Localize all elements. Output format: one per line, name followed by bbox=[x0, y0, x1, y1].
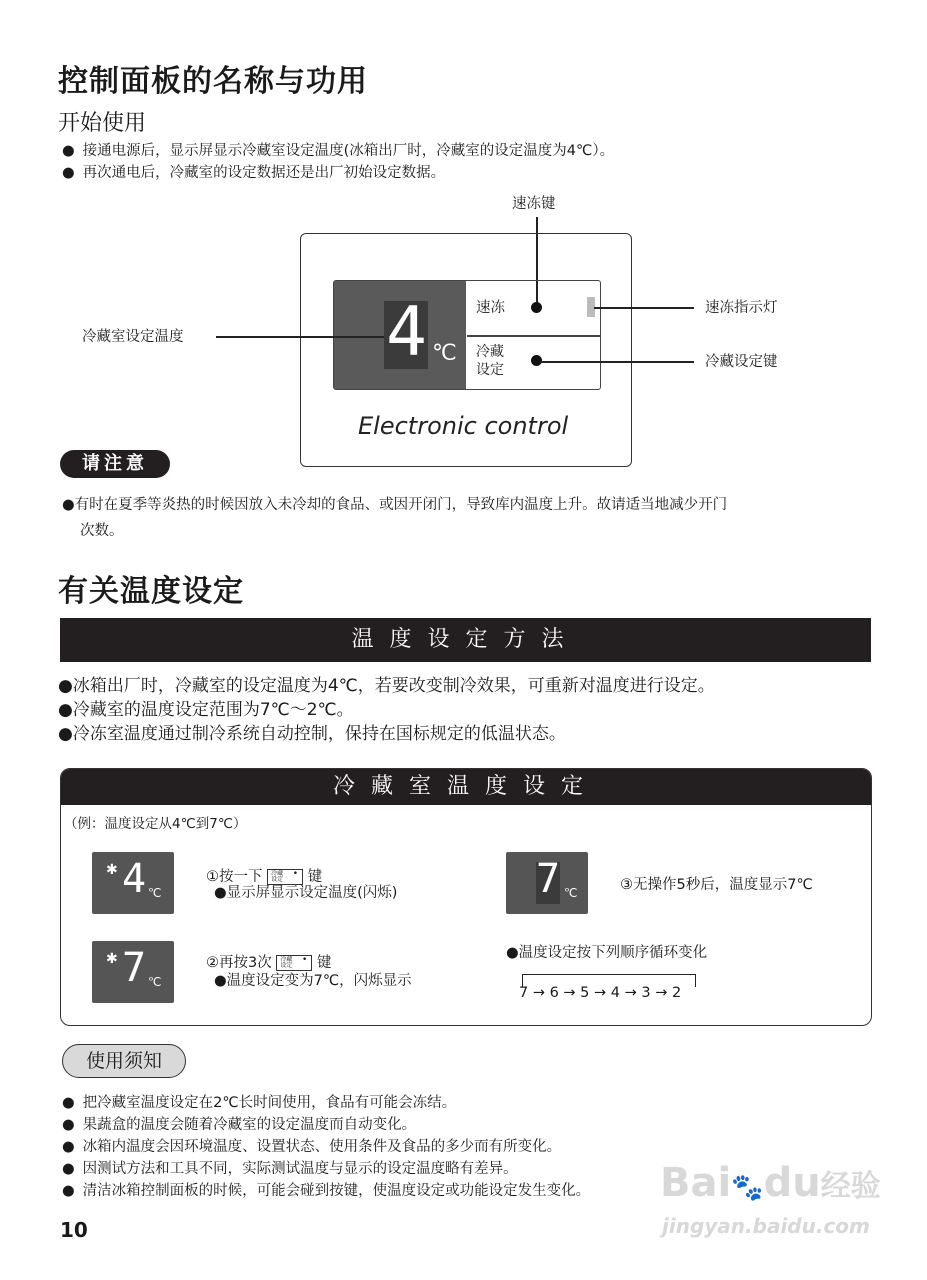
step3-display bbox=[506, 852, 588, 914]
blink-icon: ✱ bbox=[106, 951, 118, 967]
watermark-url: jingyan.baidu.com bbox=[662, 1214, 870, 1238]
key-icon-text-1: 冷藏 bbox=[271, 870, 284, 877]
step1-digit: 4 bbox=[122, 856, 147, 902]
method-bullet-2: ●冷藏室的温度设定范围为7℃～2℃。 bbox=[58, 700, 354, 720]
step2-key: 键 bbox=[316, 955, 332, 971]
fridge-setting-box bbox=[60, 768, 872, 1026]
step3-unit: ℃ bbox=[564, 886, 578, 900]
watermark-brand: Bai bbox=[660, 1160, 732, 1206]
step2-digit: 7 bbox=[122, 945, 147, 991]
method-bar: 温度设定方法 bbox=[60, 618, 871, 662]
callout-line-left bbox=[216, 336, 384, 338]
paw-icon: 🐾 bbox=[731, 1173, 764, 1203]
note-item-3: ● 冰箱内温度会因环境温度、设置状态、使用条件及食品的多少而有所变化。 bbox=[62, 1136, 561, 1158]
fridge-set-label bbox=[476, 343, 504, 379]
quick-freeze-button[interactable] bbox=[531, 302, 542, 313]
note-item-5: ● 清洁冰箱控制面板的时候，可能会碰到按键，使温度设定或功能设定发生变化。 bbox=[62, 1180, 590, 1202]
panel-divider bbox=[467, 335, 600, 337]
fridge-setting-title: 冷藏室温度设定 bbox=[61, 769, 871, 805]
blink-icon: ✱ bbox=[106, 862, 118, 878]
page-number: 10 bbox=[60, 1218, 88, 1242]
step2-desc: ●温度设定变为7℃，闪烁显示 bbox=[214, 973, 412, 989]
step1-key: 键 bbox=[307, 869, 323, 885]
note-item-4: ● 因测试方法和工具不同，实际测试温度与显示的设定温度略有差异。 bbox=[62, 1158, 518, 1180]
watermark-du: du bbox=[763, 1160, 821, 1206]
callout-line-right-1 bbox=[594, 307, 694, 309]
step2-display bbox=[92, 941, 174, 1003]
note-item-2: ● 果蔬盒的温度会随着冷藏室的设定温度而自动变化。 bbox=[62, 1114, 416, 1136]
notes-badge: 使用须知 bbox=[62, 1044, 186, 1078]
fridge-set-label-line2: 设定 bbox=[476, 362, 504, 378]
watermark-cn: 经验 bbox=[820, 1169, 881, 1204]
temperature-display bbox=[334, 281, 466, 389]
step1-unit: ℃ bbox=[148, 886, 162, 900]
panel-face bbox=[333, 280, 601, 390]
step3-desc: ③无操作5秒后，温度显示7℃ bbox=[620, 877, 813, 893]
page-title: 控制面板的名称与功用 bbox=[58, 64, 368, 99]
method-bullet-1: ●冰箱出厂时，冷藏室的设定温度为4℃，若要改变制冷效果，可重新对温度进行设定。 bbox=[58, 676, 715, 696]
key-icon-text-1: 冷藏 bbox=[280, 956, 293, 963]
caution-badge: 请注意 bbox=[60, 450, 170, 478]
quick-freeze-label: 速冻 bbox=[476, 300, 505, 316]
intro-bullet-1: ● 接通电源后，显示屏显示冷藏室设定温度(冰箱出厂时，冷藏室的设定温度为4℃）。 bbox=[62, 140, 614, 162]
callout-quick-freeze-indicator: 速冻指示灯 bbox=[705, 300, 778, 316]
intro-bullet-2: ● 再次通电后，冷藏室的设定数据还是出厂初始设定数据。 bbox=[62, 162, 445, 184]
step2-unit: ℃ bbox=[148, 975, 162, 989]
fridge-set-label-line1: 冷藏 bbox=[476, 344, 504, 360]
cycle-sequence: 7 → 6 → 5 → 4 → 3 → 2 bbox=[519, 985, 682, 1001]
fridge-set-key-icon: 冷藏 设定 • bbox=[276, 955, 312, 971]
cycle-title: ●温度设定按下列顺序循环变化 bbox=[506, 945, 708, 961]
callout-fridge-temp: 冷藏室设定温度 bbox=[82, 329, 184, 345]
step1-display bbox=[92, 852, 174, 914]
example-text: （例：温度设定从4℃到7℃） bbox=[64, 816, 247, 832]
caution-text-line1: ●有时在夏季等炎热的时候因放入未冷却的食品、或因开闭门，导致库内温度上升。故请适当地减少开门 bbox=[62, 497, 728, 513]
callout-line-right-2 bbox=[540, 361, 694, 363]
method-bullet-3: ●冷冻室温度通过制冷系统自动控制，保持在国标规定的低温状态。 bbox=[58, 724, 566, 744]
subtitle-start-use: 开始使用 bbox=[58, 111, 147, 136]
display-unit: ℃ bbox=[432, 341, 457, 366]
callout-fridge-set-key: 冷藏设定键 bbox=[705, 354, 778, 370]
step3-digit: 7 bbox=[536, 856, 561, 902]
display-digit: 4 bbox=[386, 293, 427, 372]
step2-title: ②再按3次 bbox=[206, 955, 272, 971]
section-title-temperature: 有关温度设定 bbox=[58, 574, 244, 609]
watermark-logo bbox=[660, 1160, 881, 1206]
callout-quick-freeze-key: 速冻键 bbox=[512, 196, 556, 212]
step1-desc: ●显示屏显示设定温度(闪烁) bbox=[214, 885, 398, 901]
key-icon-text-2: 设定 bbox=[271, 876, 284, 883]
caution-text-line2: 次数。 bbox=[80, 523, 124, 539]
fridge-set-key-icon: 冷藏 设定 • bbox=[267, 869, 303, 885]
step1-title: ①按一下 bbox=[206, 869, 263, 885]
brand-text: Electronic control bbox=[358, 412, 569, 440]
key-icon-text-2: 设定 bbox=[280, 962, 293, 969]
note-item-1: ● 把冷藏室温度设定在2℃长时间使用，食品有可能会冻结。 bbox=[62, 1092, 456, 1114]
